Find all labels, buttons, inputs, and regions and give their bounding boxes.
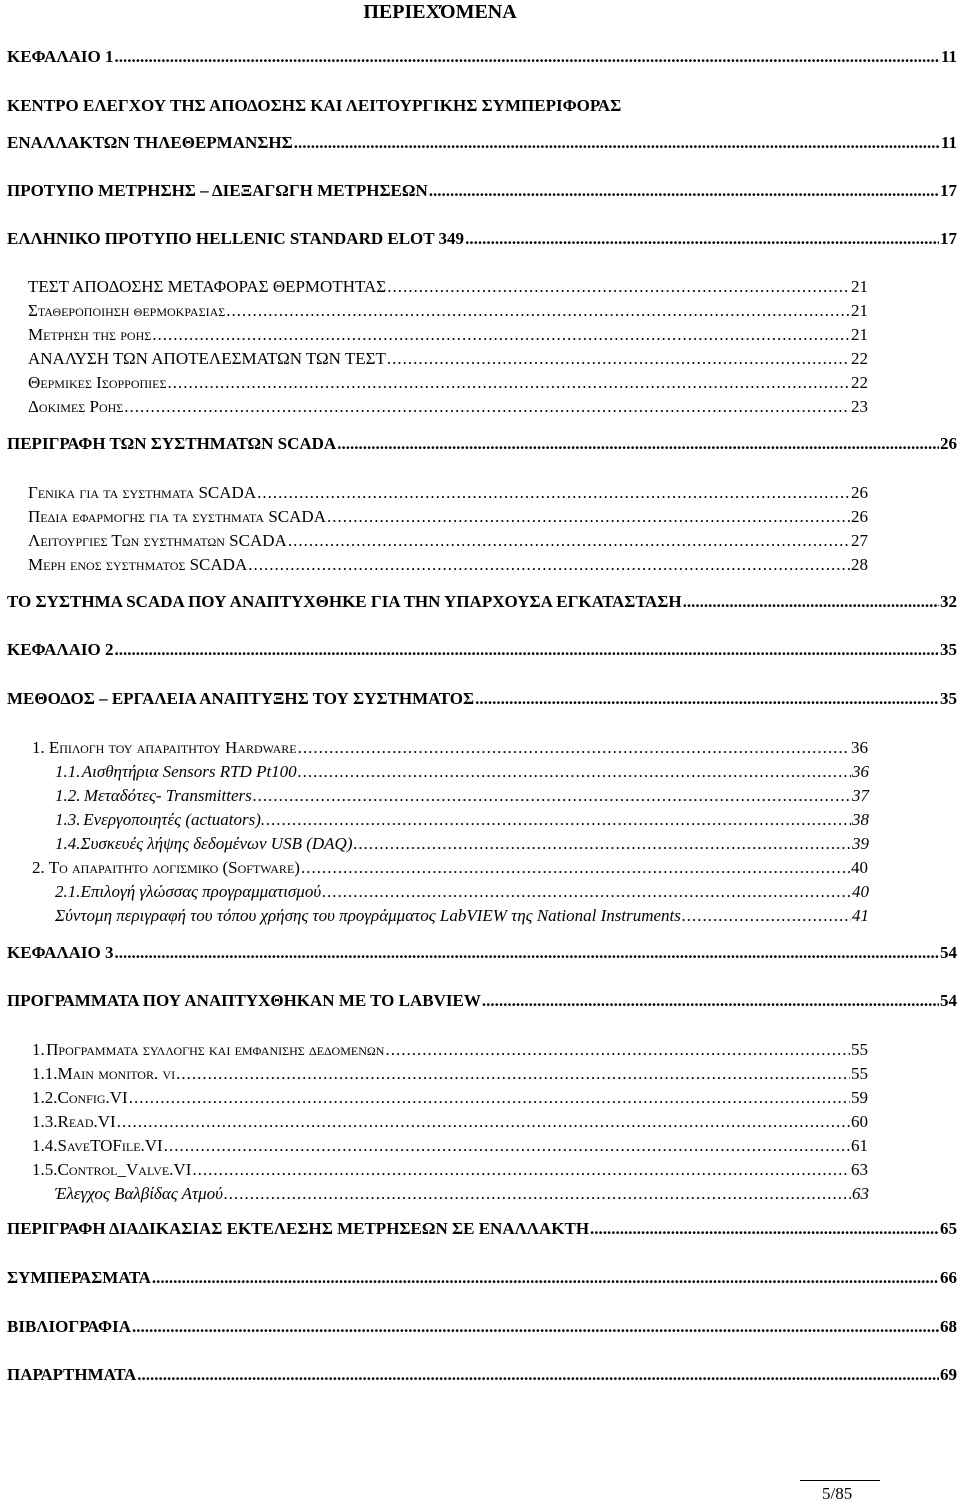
toc-entry-hardware[interactable]: [32, 738, 868, 758]
toc-entry-page: 36: [851, 738, 868, 757]
toc-entry-text: Αισθητήρια Sensors RTD Pt100: [81, 762, 297, 781]
leader-dots: [115, 943, 939, 963]
toc-entry-page: 40: [851, 858, 868, 877]
toc-entry-page: 35: [940, 640, 957, 659]
leader-dots: [129, 1088, 850, 1108]
toc-entry-page: 37: [852, 786, 869, 805]
toc-entry-page: 32: [940, 592, 957, 611]
toc-entry-page: 55: [851, 1064, 868, 1083]
toc-entry-page: 63: [852, 1184, 869, 1203]
leader-dots: [590, 1219, 939, 1239]
toc-entry-text: Ενεργοποιητές (actuators).: [83, 810, 266, 829]
toc-entry-page: 41: [852, 906, 869, 925]
toc-entry-text: ΚΕΦΑΛΑΙΟ 3: [7, 943, 114, 962]
toc-entry-text: ΠΕΡΙΓΡΑΦΗ ΤΩΝ ΣΥΣΤΗΜΑΤΩΝ SCADA: [7, 434, 337, 453]
leader-dots: [429, 181, 939, 201]
toc-entry-text: Control_Valve.VI: [57, 1160, 192, 1179]
toc-entry-text: ΣΥΜΠΕΡΑΣΜΑΤΑ: [7, 1268, 151, 1287]
toc-entry-page: 21: [851, 301, 868, 320]
leader-dots: [337, 434, 939, 454]
leader-dots: [224, 1184, 851, 1204]
toc-entry-appendices[interactable]: [7, 1365, 957, 1385]
toc-entry-number: 1.2.: [32, 1088, 58, 1107]
toc-entry-number: 1.3.: [55, 810, 81, 829]
toc-entry-language-choice[interactable]: [55, 882, 869, 902]
toc-entry-page: 38: [852, 810, 869, 829]
toc-entry-text: Γενικα για τα συστηματα SCADA: [28, 483, 257, 502]
leader-dots: [327, 507, 850, 527]
toc-entry-text: Έλεγχος Βαλβίδας Ατμού: [55, 1184, 223, 1203]
toc-entry-text: Μεταδότες- Transmitters: [83, 786, 252, 805]
toc-entry-page: 59: [851, 1088, 868, 1107]
toc-entry-number: 1.1.: [32, 1064, 58, 1083]
leader-dots: [124, 397, 850, 417]
leader-dots: [248, 555, 850, 575]
toc-entry-text: Πεδια εφαρμογης για τα συστηματα SCADA: [28, 507, 326, 526]
leader-dots: [152, 1268, 939, 1288]
toc-entry-page: 21: [851, 325, 868, 344]
toc-entry-method-tools[interactable]: [7, 689, 957, 709]
toc-entry-text: Read.VI: [57, 1112, 116, 1131]
toc-entry-page: 36: [852, 762, 869, 781]
toc-entry-savetofile-vi[interactable]: [32, 1136, 868, 1156]
toc-entry-page: 69: [940, 1365, 957, 1384]
toc-entry-page: 11: [940, 47, 957, 66]
leader-dots: [353, 834, 851, 854]
leader-dots: [226, 301, 850, 321]
footer-divider: [800, 1480, 880, 1481]
toc-entry-transmitters[interactable]: [55, 786, 869, 806]
toc-entry-daq[interactable]: [55, 834, 869, 854]
toc-entry-text: SaveTOFile.VI: [57, 1136, 163, 1155]
toc-entry-page: 61: [851, 1136, 868, 1155]
toc-entry-page: 66: [940, 1268, 957, 1287]
toc-entry-page: 17: [940, 229, 957, 248]
toc-entry-page: 26: [851, 483, 868, 502]
toc-entry-text: Επιλογη του απαραιτητου Hardware: [48, 738, 297, 757]
leader-dots: [322, 882, 851, 902]
leader-dots: [137, 1365, 939, 1385]
toc-entry-flow-measurement[interactable]: [28, 325, 868, 345]
leader-dots: [465, 229, 939, 249]
toc-entry-text: Σταθεροποιηση θερμοκρασιας: [28, 301, 226, 320]
toc-entry-labview-description[interactable]: [55, 906, 869, 926]
toc-entry-elot[interactable]: [7, 229, 957, 249]
toc-entry-page: 26: [851, 507, 868, 526]
toc-entry-chapter-2[interactable]: [7, 640, 957, 660]
toc-entry-text: ΠΡΟΤΥΠΟ ΜΕΤΡΗΣΗΣ – ΔΙΕΞΑΓΩΓΗ ΜΕΤΡΗΣΕΩΝ: [7, 181, 428, 200]
toc-entry-text: ΤΟ ΣΥΣΤΗΜΑ SCADA ΠΟΥ ΑΝΑΠΤΥΧΘΗΚΕ ΓΙΑ ΤΗΝ ΥΠΑΡΧΟΥΣΑ ΕΓΚΑΤΑΣΤΑΣΗ: [7, 592, 682, 611]
toc-entry-chapter-1[interactable]: [7, 47, 957, 67]
toc-entry-text: ΠΡΟΓΡΑΜΜΑΤΑ ΠΟΥ ΑΝΑΠΤΥΧΘΗΚΑΝ ΜΕ ΤΟ LABVIEW: [7, 991, 481, 1010]
toc-entry-number: 1.4.: [32, 1136, 58, 1155]
leader-dots: [266, 810, 851, 830]
toc-entry-page: 26: [940, 434, 957, 453]
toc-entry-number: 2.1.: [55, 882, 81, 901]
toc-entry-text: Συσκευές λήψης δεδομένων USB (DAQ): [80, 834, 353, 853]
toc-entry-page: 65: [940, 1219, 957, 1238]
toc-entry-text: ΚΕΦΑΛΑΙΟ 2: [7, 640, 114, 659]
toc-entry-main-monitor[interactable]: [32, 1064, 868, 1084]
leader-dots: [117, 1112, 850, 1132]
toc-entry-text: Config.VI: [57, 1088, 128, 1107]
toc-entry-scada-general[interactable]: [28, 483, 868, 503]
toc-entry-page: 28: [851, 555, 868, 574]
leader-dots: [387, 349, 850, 369]
toc-entry-temp-stabilization[interactable]: [28, 301, 868, 321]
toc-entry-line1[interactable]: ΚΕΝΤΡΟ ΕΛΕΓΧΟΥ ΤΗΣ ΑΠΟΔΟΣΗΣ ΚΑΙ ΛΕΙΤΟΥΡΓΙΚΗΣ ΣΥΜΠΕΡΙΦΟΡΑΣ: [7, 96, 622, 115]
toc-entry-page: 17: [940, 181, 957, 200]
toc-entry-read-vi[interactable]: [32, 1112, 868, 1132]
leader-dots: [482, 991, 939, 1011]
toc-entry-page: 22: [851, 349, 868, 368]
toc-entry-sensors[interactable]: [55, 762, 869, 782]
leader-dots: [298, 762, 851, 782]
toc-entry-number: 1.4.: [55, 834, 81, 853]
leader-dots: [288, 531, 850, 551]
toc-entry-page: 23: [851, 397, 868, 416]
leader-dots: [192, 1160, 850, 1180]
toc-entry-text: Επιλογή γλώσσας προγραμματισμού: [80, 882, 322, 901]
toc-entry-control-valve-vi[interactable]: [32, 1160, 868, 1180]
toc-entry-heat-transfer-test[interactable]: [28, 277, 868, 297]
toc-entry-text: Το απαραιτητο λογισμικο (Software): [48, 858, 300, 877]
toc-entry-text: Main monitor. vi: [57, 1064, 176, 1083]
leader-dots: [294, 133, 940, 153]
toc-entry-page: 60: [851, 1112, 868, 1131]
toc-entry-bibliography[interactable]: [7, 1317, 957, 1337]
leader-dots: [167, 373, 850, 393]
toc-entry-text: ΠΑΡΑΡΤΗΜΑΤΑ: [7, 1365, 137, 1384]
toc-entry-scada-description[interactable]: [7, 434, 957, 454]
leader-dots: [683, 592, 939, 612]
page-title: ΠΕΡΙΕΧΌΜΕΝΑ: [363, 1, 517, 23]
toc-entry-page: 54: [940, 943, 957, 962]
toc-entry-text: ΠΕΡΙΓΡΑΦΗ ΔΙΑΔΙΚΑΣΙΑΣ ΕΚΤΕΛΕΣΗΣ ΜΕΤΡΗΣΕΩΝ ΣΕ ΕΝΑΛΛΑΚΤΗ: [7, 1219, 590, 1238]
toc-entry-text: Μερη ενος συστηματος SCADA: [28, 555, 248, 574]
toc-entry-conclusions[interactable]: [7, 1268, 957, 1288]
toc-entry-data-programs[interactable]: [32, 1040, 868, 1060]
leader-dots: [152, 325, 850, 345]
toc-entry-text: ΚΕΦΑΛΑΙΟ 1: [7, 47, 114, 66]
toc-entry-page: 54: [940, 991, 957, 1010]
leader-dots: [115, 640, 939, 660]
leader-dots: [385, 1040, 850, 1060]
leader-dots: [115, 47, 940, 67]
toc-entry-page: 68: [940, 1317, 957, 1336]
toc-entry-number: 1.2.: [55, 786, 81, 805]
toc-entry-software[interactable]: [32, 858, 868, 878]
toc-entry-text: Λειτουργιες Των συστηματων SCADA: [28, 531, 287, 550]
toc-entry-chapter-3[interactable]: [7, 943, 957, 963]
toc-entry-number: 1.1.: [55, 762, 81, 781]
toc-entry-text: ΜΕΘΟΔΟΣ – ΕΡΓΑΛΕΙΑ ΑΝΑΠΤΥΞΗΣ ΤΟΥ ΣΥΣΤΗΜΑΤΟΣ: [7, 689, 475, 708]
toc-entry-number: 2.: [32, 858, 45, 877]
leader-dots: [298, 738, 850, 758]
leader-dots: [164, 1136, 850, 1156]
toc-entry-number: 1.5.: [32, 1160, 58, 1179]
toc-entry-page: 21: [851, 277, 868, 296]
toc-entry-page: 35: [940, 689, 957, 708]
toc-entry-text: ΤΕΣΤ ΑΠΟΔΟΣΗΣ ΜΕΤΑΦΟΡΑΣ ΘΕΡΜΟΤΗΤΑΣ: [28, 277, 387, 296]
toc-entry-page: 63: [851, 1160, 868, 1179]
toc-entry-text: Μετρηση της ροης: [28, 325, 152, 344]
leader-dots: [475, 689, 939, 709]
toc-entry-number: 1.: [32, 738, 45, 757]
toc-entry-thermal-balances[interactable]: [28, 373, 868, 393]
leader-dots: [301, 858, 850, 878]
toc-entry-number: 1.: [32, 1040, 45, 1059]
toc-entry-text: ΕΛΛΗΝΙΚΟ ΠΡΟΤΥΠΟ HELLENIC STANDARD ELOT 349: [7, 229, 465, 248]
leader-dots: [132, 1317, 939, 1337]
toc-entry-page: 22: [851, 373, 868, 392]
toc-entry-page: 40: [852, 882, 869, 901]
toc-entry-developed-scada[interactable]: [7, 592, 957, 612]
toc-entry-measurement-procedure[interactable]: [7, 1219, 957, 1239]
toc-entry-results-analysis[interactable]: [28, 349, 868, 369]
toc-entry-page: 39: [852, 834, 869, 853]
page-number: 5/85: [822, 1484, 853, 1503]
toc-entry-text: Σύντομη περιγραφή του τόπου χρήσης του προγράμματος LabVIEW της National Instruments: [55, 906, 681, 925]
toc-entry-page: 55: [850, 1040, 868, 1059]
leader-dots: [387, 277, 850, 297]
toc-entry-text: ΕΝΑΛΛΑΚΤΩΝ ΤΗΛΕΘΕΡΜΑΝΣΗΣ: [7, 133, 293, 152]
leader-dots: [253, 786, 851, 806]
leader-dots: [682, 906, 851, 926]
toc-entry-flow-tests[interactable]: [28, 397, 868, 417]
toc-entry-text: Δοκιμες Ροης: [28, 397, 124, 416]
toc-entry-text: Προγραμματα συλλογης και εμφανισης δεδομενων: [46, 1040, 385, 1059]
toc-entry-labview-programs[interactable]: [7, 991, 957, 1011]
toc-entry-page: 11: [940, 133, 957, 152]
toc-entry-actuators[interactable]: [55, 810, 869, 830]
toc-entry-text: ΑΝΑΛΥΣΗ ΤΩΝ ΑΠΟΤΕΛΕΣΜΑΤΩΝ ΤΩΝ ΤΕΣΤ: [28, 349, 386, 368]
toc-entry-scada-functions[interactable]: [28, 531, 868, 551]
toc-entry-text: ΒΙΒΛΙΟΓΡΑΦΙΑ: [7, 1317, 132, 1336]
toc-entry-standard[interactable]: [7, 181, 957, 201]
toc-entry-number: 1.3.: [32, 1112, 58, 1131]
leader-dots: [257, 483, 850, 503]
toc-entry-steam-valve[interactable]: [55, 1184, 869, 1204]
toc-entry-page: 27: [851, 531, 868, 550]
toc-entry-heat-exchangers[interactable]: [7, 133, 957, 153]
toc-entry-scada-parts[interactable]: [28, 555, 868, 575]
toc-entry-text: Θερμικες Ισορροπιες: [28, 373, 167, 392]
toc-entry-scada-fields[interactable]: [28, 507, 868, 527]
leader-dots: [176, 1064, 850, 1084]
toc-entry-config-vi[interactable]: [32, 1088, 868, 1108]
